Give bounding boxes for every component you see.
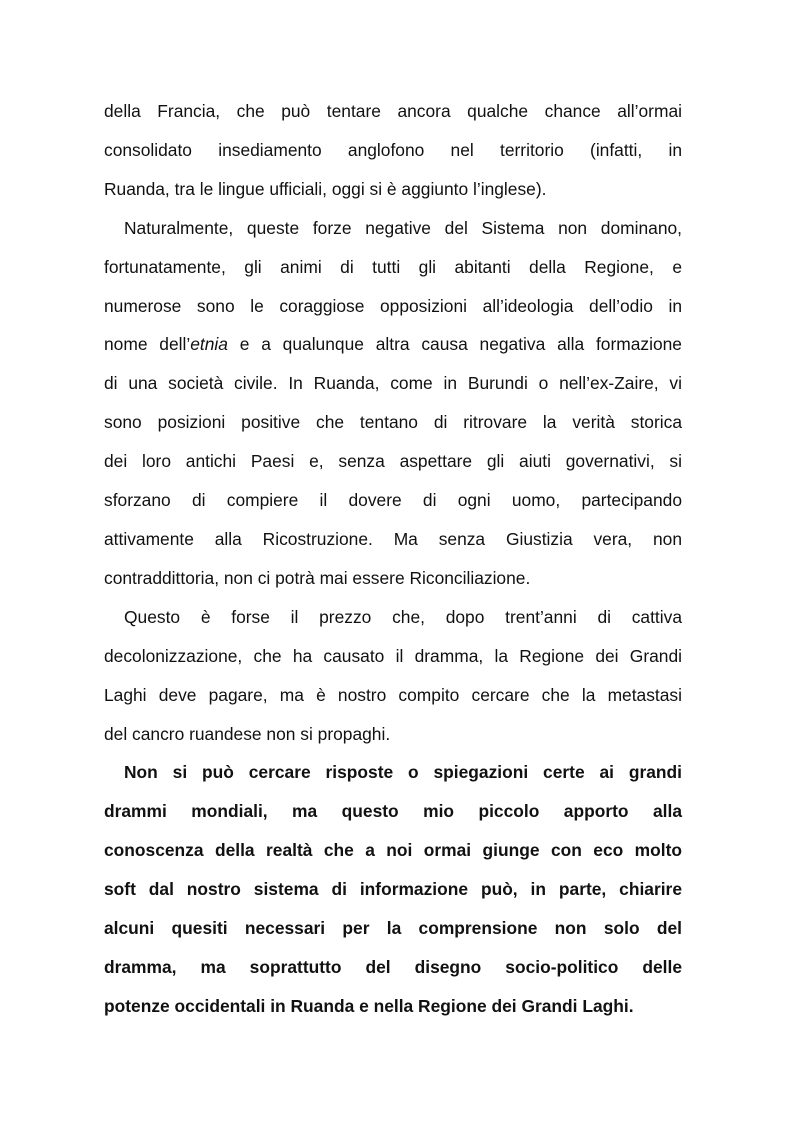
text-line: Naturalmente, queste forze negative del Sistema non dominano,	[124, 217, 682, 238]
text-line: dei loro antichi Paesi e, senza aspettare gli aiuti governativi, si	[104, 451, 682, 472]
text-line: Laghi deve pagare, ma è nostro compito cercare che la metastasi	[104, 684, 682, 705]
text-line: drammi mondiali, ma questo mio piccolo apporto alla	[104, 801, 682, 822]
italic-word: etnia	[190, 334, 228, 355]
text-line: attivamente alla Ricostruzione. Ma senza Giustizia vera, non	[104, 528, 682, 549]
text-line: contraddittoria, non ci potrà mai essere Riconciliazione.	[104, 567, 531, 588]
text-line: numerose sono le coraggiose opposizioni all’ideologia dell’odio in	[104, 295, 682, 316]
paragraph-2	[104, 209, 682, 598]
text-line: consolidato insediamento anglofono nel territorio (infatti, in	[104, 139, 682, 160]
text-line: decolonizzazione, che ha causato il dramma, la Regione dei Grandi	[104, 645, 682, 666]
paragraph-1	[104, 92, 682, 209]
text-line: sforzano di compiere il dovere di ogni uomo, partecipando	[104, 490, 682, 511]
text-line: della Francia, che può tentare ancora qualche chance all’ormai	[104, 101, 682, 121]
text-line: di una società civile. In Ruanda, come in Burundi o nell’ex-Zaire, vi	[104, 373, 682, 394]
text-line: Ruanda, tra le lingue ufficiali, oggi si è aggiunto l’inglese).	[104, 178, 547, 199]
text-segment: nome dell’	[104, 334, 191, 355]
text-line-with-italic	[104, 325, 682, 364]
text-segment: e a qualunque altra causa negativa alla formazione	[227, 334, 682, 355]
text-line: conoscenza della realtà che a noi ormai giunge con eco molto	[104, 840, 682, 861]
text-line: Non si può cercare risposte o spiegazioni certe ai grandi	[124, 762, 682, 783]
text-line: sono posizioni positive che tentano di ritrovare la verità storica	[104, 412, 682, 433]
text-line: potenze occidentali in Ruanda e nella Regione dei Grandi Laghi.	[104, 995, 634, 1016]
document-page	[104, 92, 682, 1026]
paragraph-3	[104, 598, 682, 754]
text-line: fortunatamente, gli animi di tutti gli abitanti della Regione, e	[104, 256, 682, 277]
text-line: Questo è forse il prezzo che, dopo trent’anni di cattiva	[124, 606, 682, 627]
text-line: del cancro ruandese non si propaghi.	[104, 723, 391, 744]
text-line: soft dal nostro sistema di informazione può, in parte, chiarire	[104, 879, 682, 900]
text-line: alcuni quesiti necessari per la comprensione non solo del	[104, 918, 682, 939]
text-line: dramma, ma soprattutto del disegno socio-politico delle	[104, 956, 682, 977]
paragraph-4	[104, 753, 682, 1025]
